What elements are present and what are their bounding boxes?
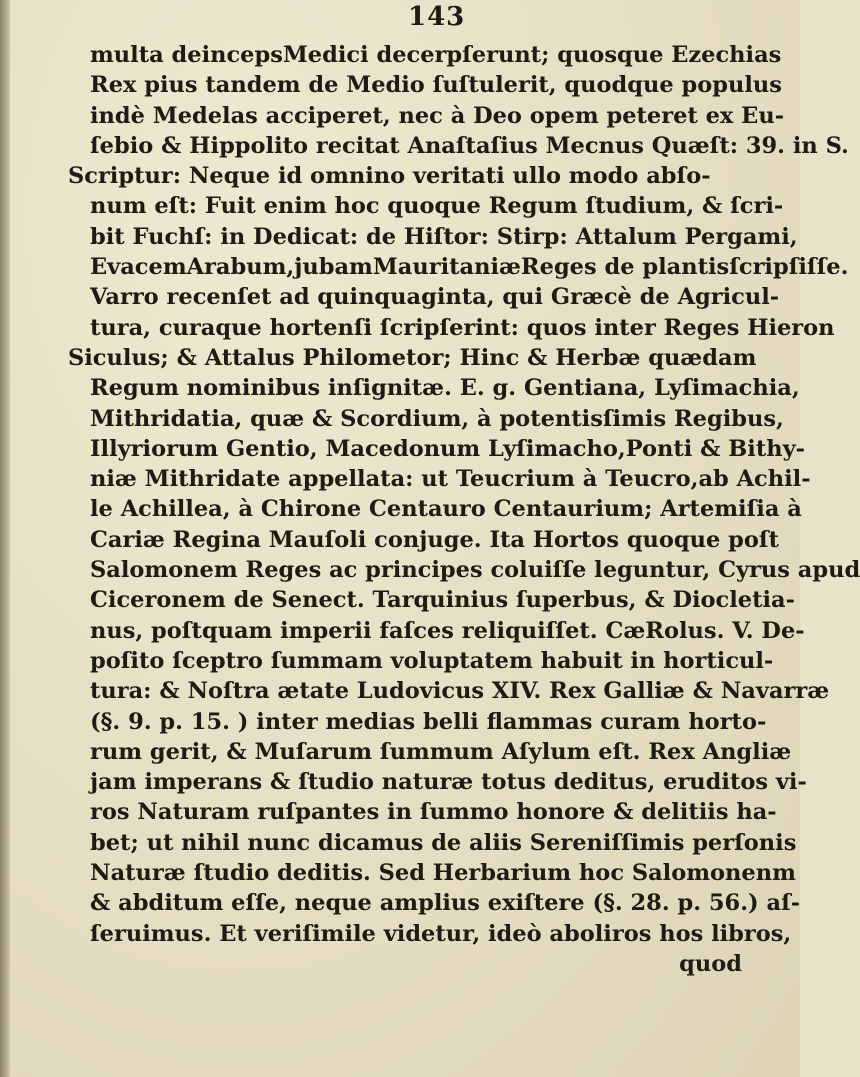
text-line: Varro recenſet ad quinquaginta, qui Græcè de Agricul- (90, 284, 780, 311)
text-line: tura: & Noſtra ætate Ludovicus XIV. Rex Galliæ & Navarræ (90, 678, 830, 705)
catchword: quod (679, 950, 742, 977)
text-line: Rex pius tandem de Medio ſuſtulerit, quodque populus (90, 72, 782, 99)
text-line: poſito ſceptro ſummam voluptatem habuit in horticul- (90, 647, 774, 674)
text-line: jam imperans & ſtudio naturæ totus deditus, eruditos vi- (90, 769, 807, 796)
text-line: num eſt: Fuit enim hoc quoque Regum ſtudium, & ſcri- (90, 193, 784, 220)
text-line: Mithridatia, quæ & Scordium, à potentisſimis Regibus, (90, 405, 784, 432)
text-line: Ciceronem de Senect. Tarquinius ſuperbus, & Diocletia- (90, 587, 795, 614)
text-line: niæ Mithridate appellata: ut Teucrium à Teucro,ab Achil- (90, 466, 811, 493)
page-gutter (0, 0, 10, 1077)
text-line: EvacemArabum,jubamMauritaniæReges de plantisſcripſiſſe. (90, 254, 849, 281)
text-line: Regum nominibus inſignitæ. E. g. Gentiana, Lyſimachia, (90, 375, 800, 402)
text-line: indè Medelas acciperet, nec à Deo opem peteret ex Eu- (90, 102, 785, 129)
text-line: le Achillea, à Chirone Centauro Centaurium; Artemiſia à (90, 496, 802, 523)
text-line: multa deincepsMedici decerpſerunt; quosque Ezechias (90, 42, 782, 68)
text-line: ſebio & Hippolito recitat Anaſtaſius Mecnus Quæſt: 39. in S. (90, 132, 849, 159)
text-line: ſeruimus. Et veriſimile videtur, ideò aboliros hos libros, (90, 920, 792, 947)
text-line: tura, curaque hortenſi ſcripſerint: quos inter Reges Hieron (90, 314, 835, 341)
text-line: Cariæ Regina Mauſoli conjuge. Ita Hortos quoque poſt (90, 526, 779, 553)
text-line: (§. 9. p. 15. ) inter medias belli flammas curam horto- (90, 708, 767, 735)
text-line: rum gerit, & Muſarum ſummum Aſylum eſt. Rex Angliæ (90, 738, 792, 765)
text-line: & abditum eſſe, neque amplius exiſtere (§. 28. p. 56.) aſ- (90, 890, 801, 917)
page-number: 143 (408, 2, 466, 32)
text-line: ros Naturam ruſpantes in ſummo honore & delitiis ha- (90, 799, 777, 826)
text-line: bet; ut nihil nunc dicamus de aliis Sereniſſimis perſonis (90, 829, 797, 856)
text-line: bit Fuchſ: in Dedicat: de Hiſtor: Stirp: Attalum Pergami, (90, 223, 798, 250)
text-line: Siculus; & Attalus Philometor; Hinc & Herbæ quædam (68, 344, 757, 371)
body-text (62, 40, 860, 979)
text-line: Naturæ ſtudio deditis. Sed Herbarium hoc Salomonenm (90, 860, 796, 887)
text-line: Salomonem Reges ac principes coluiſſe leguntur, Cyrus apud (90, 557, 860, 584)
text-line: Illyriorum Gentio, Macedonum Lyſimacho,Ponti & Bithy- (90, 435, 805, 462)
text-line: nus, poſtquam imperii faſces reliquiſſet. CæRolus. V. De- (90, 617, 805, 644)
text-line: Scriptur: Neque id omnino veritati ullo modo abſo- (68, 163, 711, 190)
